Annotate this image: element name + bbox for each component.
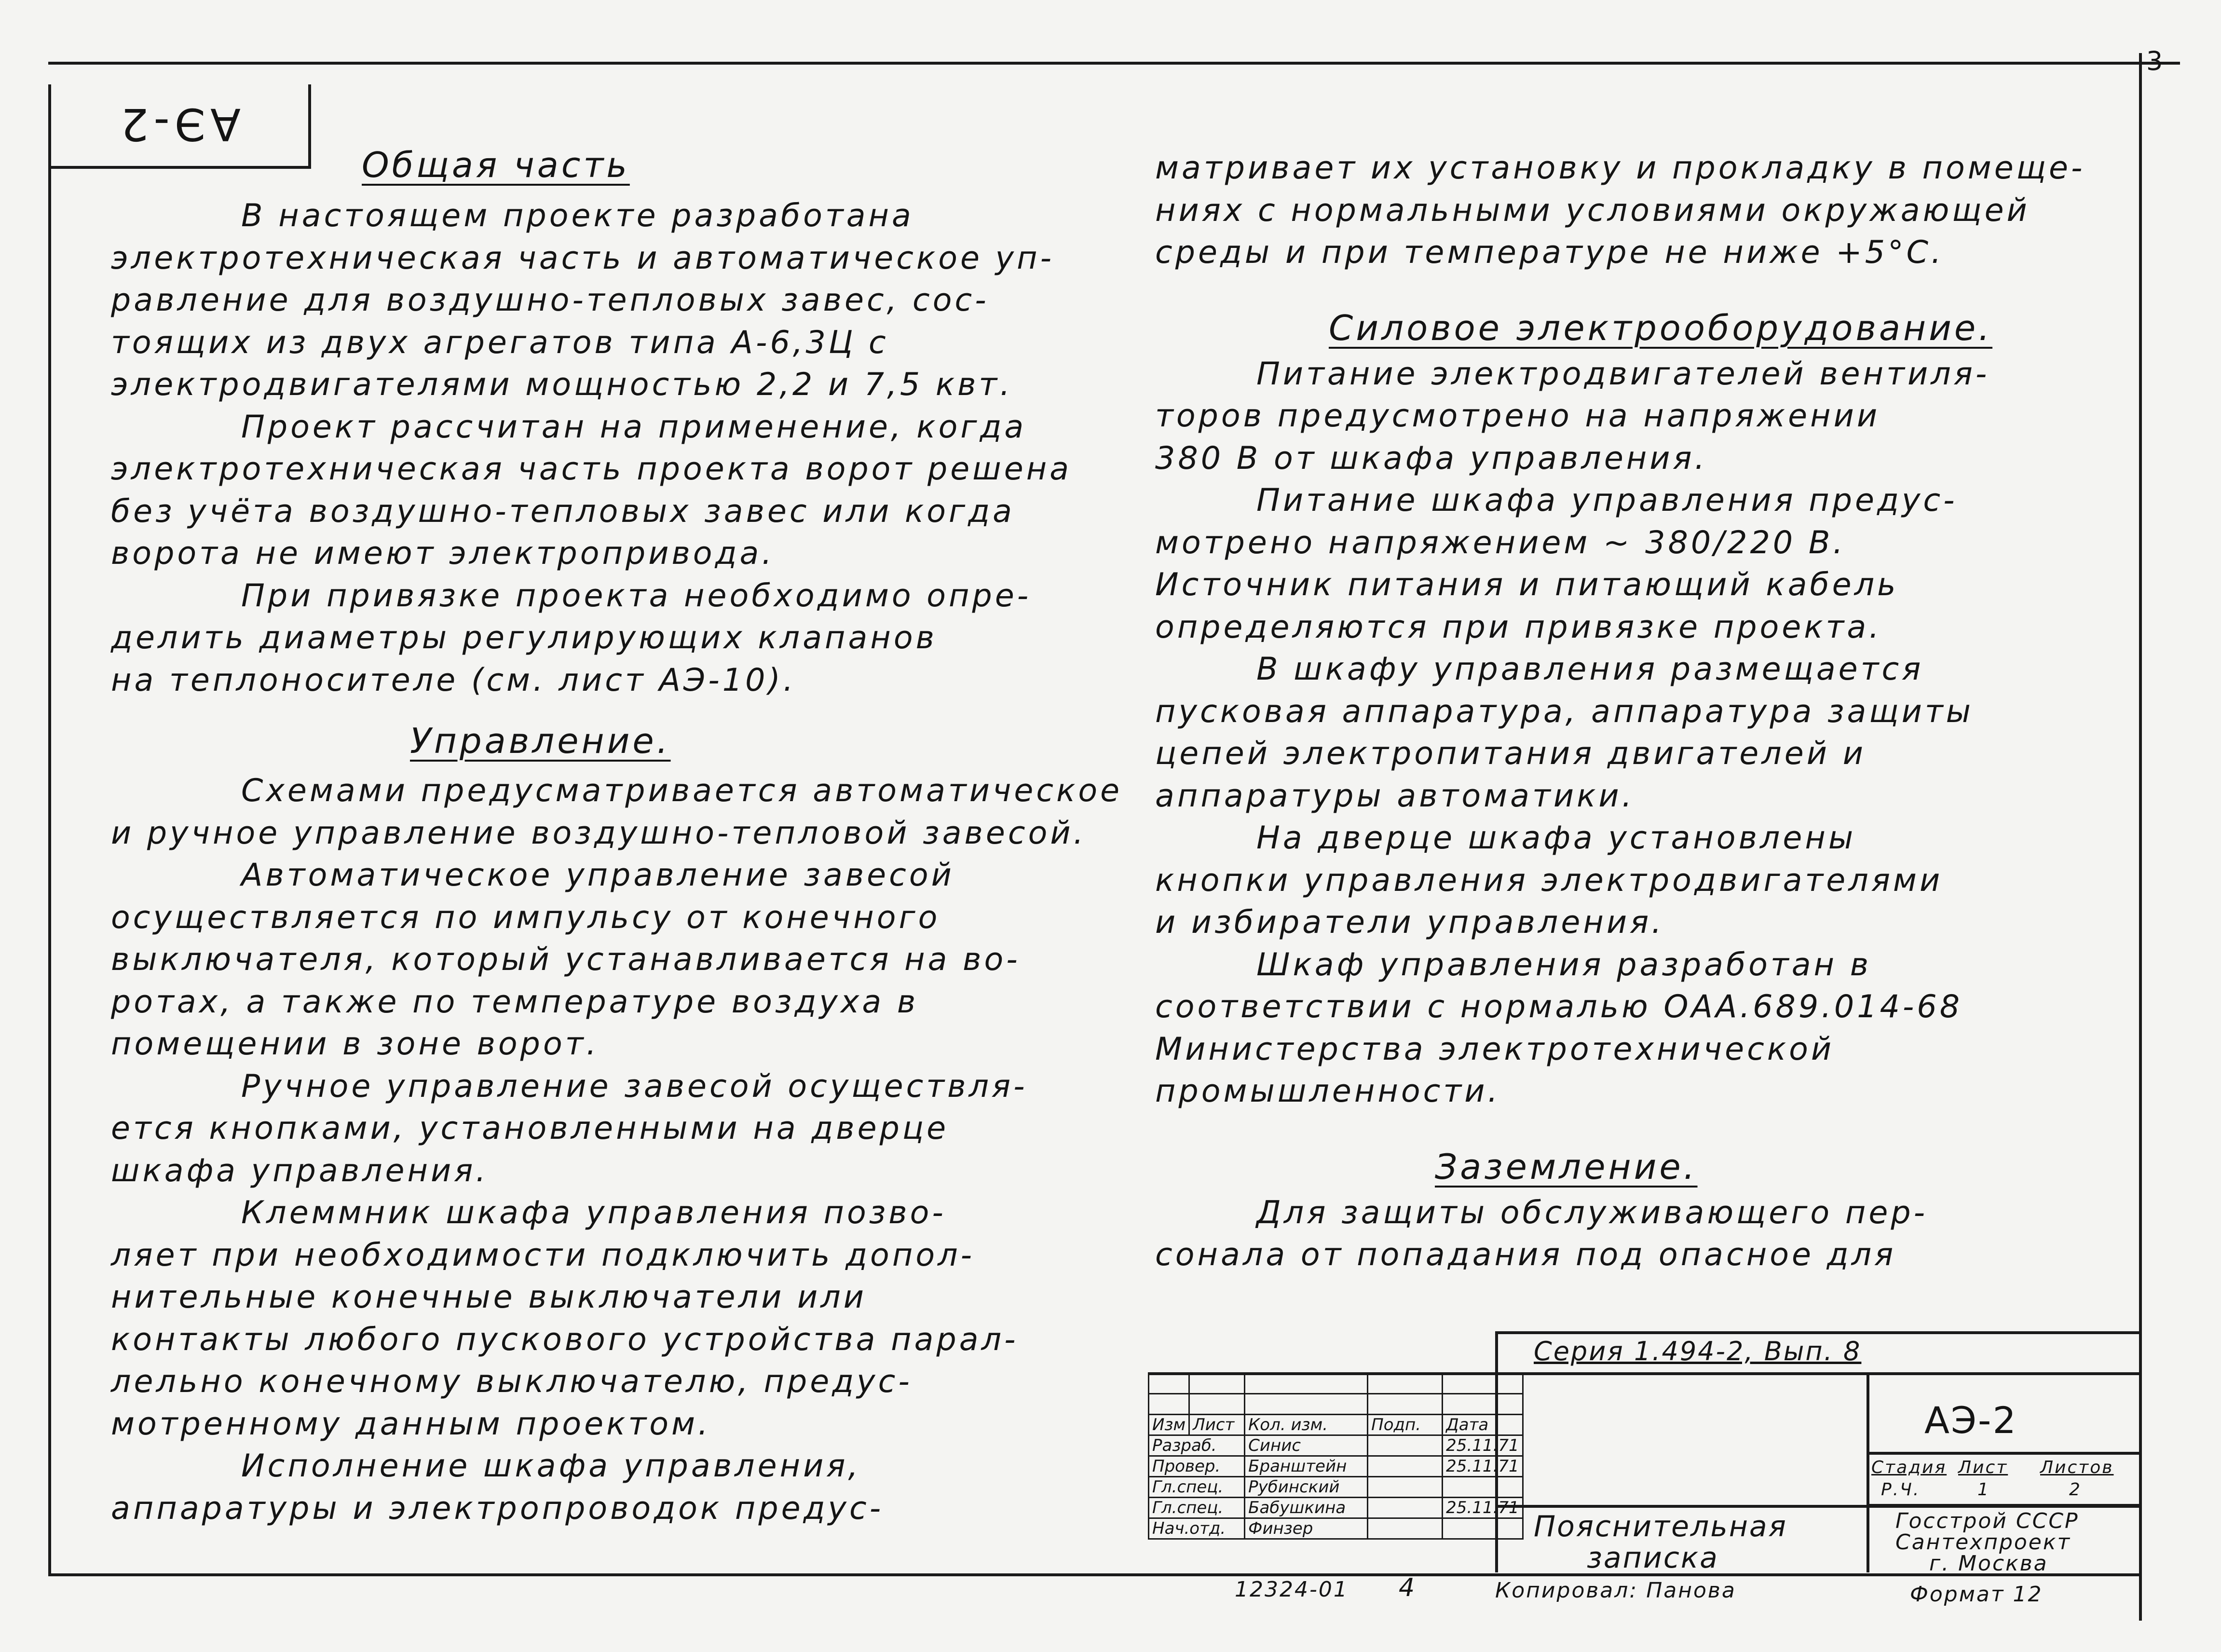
text-line: Проект рассчитан на применение, когда — [241, 409, 1027, 445]
tb-code-line — [1867, 1452, 2141, 1455]
role-label: Гл.спец. — [1149, 1498, 1245, 1518]
stage-header-sheet: Лист — [1958, 1458, 2008, 1477]
text-line: тоящих из двух агрегатов типа А-6,3Ц с — [111, 324, 889, 361]
role-name: Рубинский — [1245, 1477, 1368, 1498]
stage-value-sheets: 2 — [2069, 1480, 2082, 1500]
stage-header-stage: Стадия — [1871, 1458, 1947, 1477]
role-signature — [1368, 1498, 1443, 1518]
text-line: делить диаметры регулирующих клапанов — [111, 620, 937, 656]
text-line: В шкафу управления размещается — [1256, 651, 1924, 687]
text-line: и ручное управление воздушно-тепловой завесой. — [111, 815, 1087, 851]
text-line: матривает их установку и прокладку в помеще- — [1155, 150, 2085, 186]
text-line: определяются при привязке проекта. — [1155, 609, 1882, 645]
series-text: Серия 1.494-2, Вып. 8 — [1534, 1336, 1862, 1366]
text-line: без учёта воздушно-тепловых завес или когда — [111, 493, 1015, 530]
org-line3: г. Москва — [1929, 1551, 2048, 1576]
role-date — [1443, 1477, 1523, 1498]
text-line: аппаратуры и электропроводок предус- — [111, 1490, 884, 1527]
left-column — [111, 145, 1123, 1529]
text-line: На дверце шкафа установлены — [1256, 820, 1856, 856]
text-line: Для защиты обслуживающего пер- — [1256, 1194, 1928, 1231]
text-line: ется кнопками, установленными на дверце — [111, 1110, 949, 1147]
sheet-number: 3 — [2146, 46, 2163, 76]
role-signature — [1368, 1477, 1443, 1498]
text-line: кнопки управления электродвигателями — [1155, 862, 1943, 899]
text-line: Автоматическое управление завесой — [241, 857, 954, 893]
rev-empty-row — [1149, 1373, 1523, 1394]
role-label: Гл.спец. — [1149, 1477, 1245, 1498]
stage-value-sheet: 1 — [1977, 1480, 1990, 1500]
text-line: соответствии с нормалью ОАА.689.014-68 — [1155, 989, 1963, 1025]
text-line: ляет при необходимости подключить допол- — [111, 1237, 975, 1273]
role-name: Финзер — [1245, 1518, 1368, 1539]
inventory-number: 12324-01 — [1235, 1577, 1349, 1602]
role-date: 25.11.71 — [1443, 1456, 1523, 1477]
bottom-border — [48, 1573, 2141, 1576]
text-line: Источник питания и питающий кабель — [1155, 567, 1899, 603]
text-line: ниях с нормальными условиями окружающей — [1155, 192, 2030, 229]
role-date: 25.11.71 — [1443, 1498, 1523, 1518]
rev-empty-row — [1149, 1394, 1523, 1415]
doc-title-line1: Пояснительная — [1534, 1510, 1787, 1543]
rev-header: Дата — [1443, 1415, 1523, 1435]
text-line: электротехническая часть проекта ворот решена — [111, 451, 1072, 487]
text-line: мотрено напряжением ~ 380/220 В. — [1155, 524, 1846, 561]
text-line: пусковая аппаратура, аппаратура защиты — [1155, 693, 1974, 730]
rev-header-row — [1149, 1415, 1523, 1435]
text-line: контакты любого пускового устройства парал- — [111, 1321, 1019, 1358]
role-date: 25.11.71 — [1443, 1435, 1523, 1456]
left-border — [48, 84, 51, 1575]
stage-header-sheets: Листов — [2040, 1458, 2114, 1477]
text-line: выключателя, который устанавливается на во- — [111, 942, 1021, 978]
role-name: Бранштейн — [1245, 1456, 1368, 1477]
heading-grounding: Заземление. — [1435, 1146, 1698, 1187]
role-row — [1149, 1518, 1523, 1539]
text-line: Шкаф управления разработан в — [1256, 946, 1871, 983]
copied-by: Копировал: Панова — [1495, 1578, 1736, 1603]
text-line: промышленности. — [1155, 1073, 1501, 1109]
role-name: Бабушкина — [1245, 1498, 1368, 1518]
heading-general: Общая часть — [362, 145, 630, 185]
rev-header: Подп. — [1368, 1415, 1443, 1435]
text-line: нительные конечные выключатели или — [111, 1279, 867, 1315]
doc-code: АЭ-2 — [1924, 1399, 2017, 1442]
right-column — [1155, 147, 2110, 1276]
role-signature — [1368, 1435, 1443, 1456]
org-line2: Сантехпроект — [1895, 1530, 2071, 1555]
page-number: 4 — [1399, 1573, 1417, 1602]
text-line: равление для воздушно-тепловых завес, сос- — [111, 282, 989, 318]
role-row — [1149, 1477, 1523, 1498]
top-border — [48, 62, 2180, 65]
text-line: Питание электродвигателей вентиля- — [1256, 355, 1990, 392]
text-line: В настоящем проекте разработана — [241, 198, 914, 234]
role-row — [1149, 1498, 1523, 1518]
doc-title-line2: записка — [1587, 1541, 1719, 1575]
text-line: Схемами предусматривается автоматическое — [241, 773, 1123, 809]
rev-header: Лист — [1189, 1415, 1245, 1435]
text-line: помещении в зоне ворот. — [111, 1026, 600, 1062]
text-line: и избиратели управления. — [1155, 904, 1664, 941]
rev-header: Кол. изм. — [1245, 1415, 1368, 1435]
text-line: ворота не имеют электропривода. — [111, 535, 775, 572]
text-line: Питание шкафа управления предус- — [1256, 482, 1958, 519]
text-line: Ручное управление завесой осуществля- — [241, 1068, 1028, 1105]
tb-top-line — [1495, 1331, 2141, 1334]
text-line: Министерства электротехнической — [1155, 1031, 1835, 1067]
text-line: лельно конечному выключателю, предус- — [111, 1364, 913, 1400]
text-line: ротах, а также по температуре воздуха в — [111, 983, 919, 1020]
heading-power-equipment: Силовое электрооборудование. — [1329, 307, 1993, 348]
text-line: торов предусмотрено на напряжении — [1155, 398, 1880, 434]
text-line: электродвигателями мощностью 2,2 и 7,5 квт. — [111, 367, 1013, 403]
text-line: на теплоносителе (см. лист АЭ-10). — [111, 662, 796, 698]
text-line: 380 В от шкафа управления. — [1155, 440, 1708, 477]
role-signature — [1368, 1518, 1443, 1539]
text-line: цепей электропитания двигателей и — [1155, 736, 1866, 772]
role-label: Провер. — [1149, 1456, 1245, 1477]
stage-value-stage: Р.Ч. — [1881, 1480, 1921, 1500]
text-line: аппаратуры автоматики. — [1155, 778, 1635, 814]
heading-control: Управление. — [410, 721, 671, 761]
text-line: При привязке проекта необходимо опре- — [241, 577, 1032, 614]
text-line: Исполнение шкафа управления, — [241, 1448, 861, 1484]
text-line: Клеммник шкафа управления позво- — [241, 1195, 946, 1231]
role-signature — [1368, 1456, 1443, 1477]
tb-series-line — [1495, 1372, 2141, 1375]
role-date — [1443, 1518, 1523, 1539]
format: Формат 12 — [1910, 1582, 2043, 1607]
tb-stage-line — [1867, 1504, 2141, 1507]
text-line: мотренному данным проектом. — [111, 1406, 711, 1442]
right-border — [2139, 53, 2142, 1621]
role-label: Нач.отд. — [1149, 1518, 1245, 1539]
text-line: среды и при температуре не ниже +5°С. — [1155, 234, 1944, 271]
text-line: шкафа управления. — [111, 1152, 489, 1189]
role-name: Синис — [1245, 1435, 1368, 1456]
revision-table — [1148, 1372, 1524, 1540]
text-line: сонала от попадания под опасное для — [1155, 1237, 1896, 1273]
role-row — [1149, 1456, 1523, 1477]
tb-stage-left — [1867, 1372, 1869, 1572]
org-line1: Госстрой СССР — [1895, 1509, 2079, 1533]
corner-stamp-text: АЭ-2 — [116, 98, 241, 150]
role-label: Разраб. — [1149, 1435, 1245, 1456]
text-line: электротехническая часть и автоматическое уп- — [111, 240, 1055, 276]
text-line: осуществляется по импульсу от конечного — [111, 899, 940, 936]
role-row — [1149, 1435, 1523, 1456]
rev-header: Изм — [1149, 1415, 1189, 1435]
